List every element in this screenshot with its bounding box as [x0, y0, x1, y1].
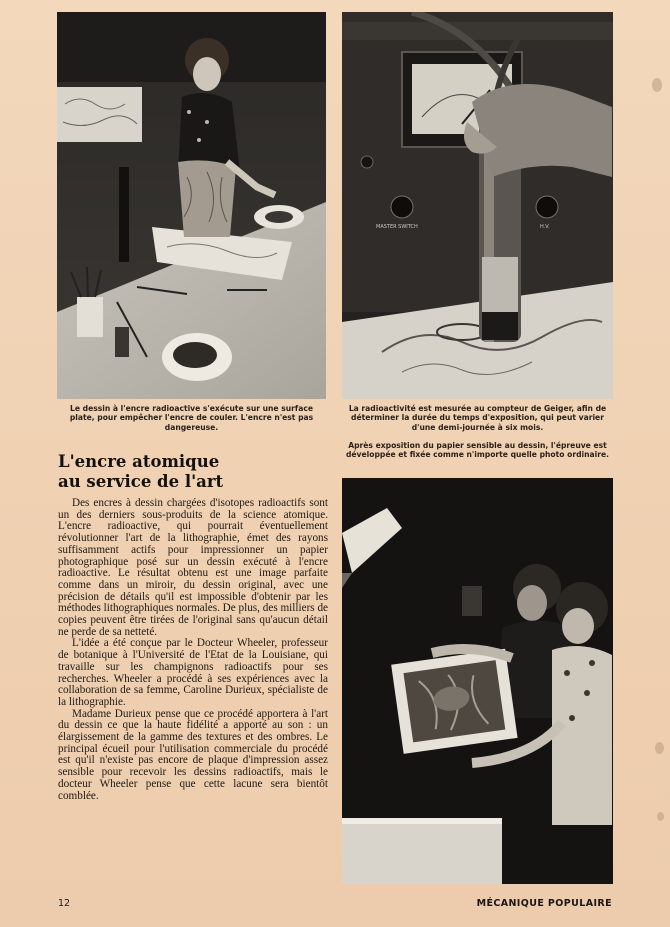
article-paragraph: L'idée a été conçue par le Docteur Wheeler, professeur de botanique à l'Université de l'Etat de la Louisiane, qui travaille sur les champignons radioactifs pour ses recherches. Wheeler a procédé à ses expériences avec la collaboration de sa femme, Caroline Durieux, spécialiste de la lithographie. — [58, 637, 328, 708]
paper-stain — [657, 812, 664, 821]
paper-stain — [655, 742, 664, 754]
photo-artist-drawing — [57, 12, 326, 399]
photo-caption: La radioactivité est mesurée au compteur de Geiger, afin de déterminer la durée du temps d'exposition, qui peut varier d'une demi-journée à six mois. — [348, 404, 607, 432]
article-title — [58, 452, 328, 492]
photo-caption: Le dessin à l'encre radioactive s'exécute sur une surface plate, pour empêcher l'encre de couler. L'encre n'est pas dangereuse. — [69, 404, 314, 432]
article-title-line: au service de l'art — [58, 472, 224, 491]
photo-geiger-counter — [342, 12, 613, 399]
article-body — [58, 498, 328, 802]
article-title-line: L'encre atomique — [58, 452, 220, 471]
magazine-name: MÉCANIQUE POPULAIRE — [476, 898, 612, 909]
photo-developed-print — [342, 478, 613, 884]
meter-knob-label: MASTER SWITCH — [376, 224, 418, 230]
article-paragraph: Des encres à dessin chargées d'isotopes radioactifs sont un des derniers sous-produits de la science atomique. L'encre radioactive, qui pourrait éventuellement révolutionner l'art de la lithographie, émet des rayons suffisamment actifs pour impressionner un papier photographique posé sur un dessin exécuté à l'encre radioactive. Le résultat obtenu est une image parfaite comme dans un miroir, du dessin original, avec une précision de détails qu'il est impossible d'obtenir par les méthodes lithographiques normales. De plus, des milliers de copies peuvent être tirées de l'original sans qu'aucun détail ne perde de sa netteté. — [58, 497, 329, 638]
photo-caption: Après exposition du papier sensible au dessin, l'épreuve est développée et fixée comme n'importe quelle photo ordinaire. — [345, 441, 610, 460]
article-paragraph: Madame Durieux pense que ce procédé apportera à l'art du dessin ce que la haute fidélité a apporté au son : un élargissement de la gamme des textures et des ombres. Le principal écueil pour l'utilisation commerciale du procédé est qu'il n'existe pas encore de plaque d'impression assez sensible pour recevoir les dessins radioactifs, mais le docteur Wheeler pense que cette lacune sera bientôt comblée. — [58, 707, 328, 802]
meter-knob-label: H.V. — [540, 224, 550, 230]
page-number: 12 — [58, 898, 71, 909]
paper-stain — [652, 78, 662, 92]
